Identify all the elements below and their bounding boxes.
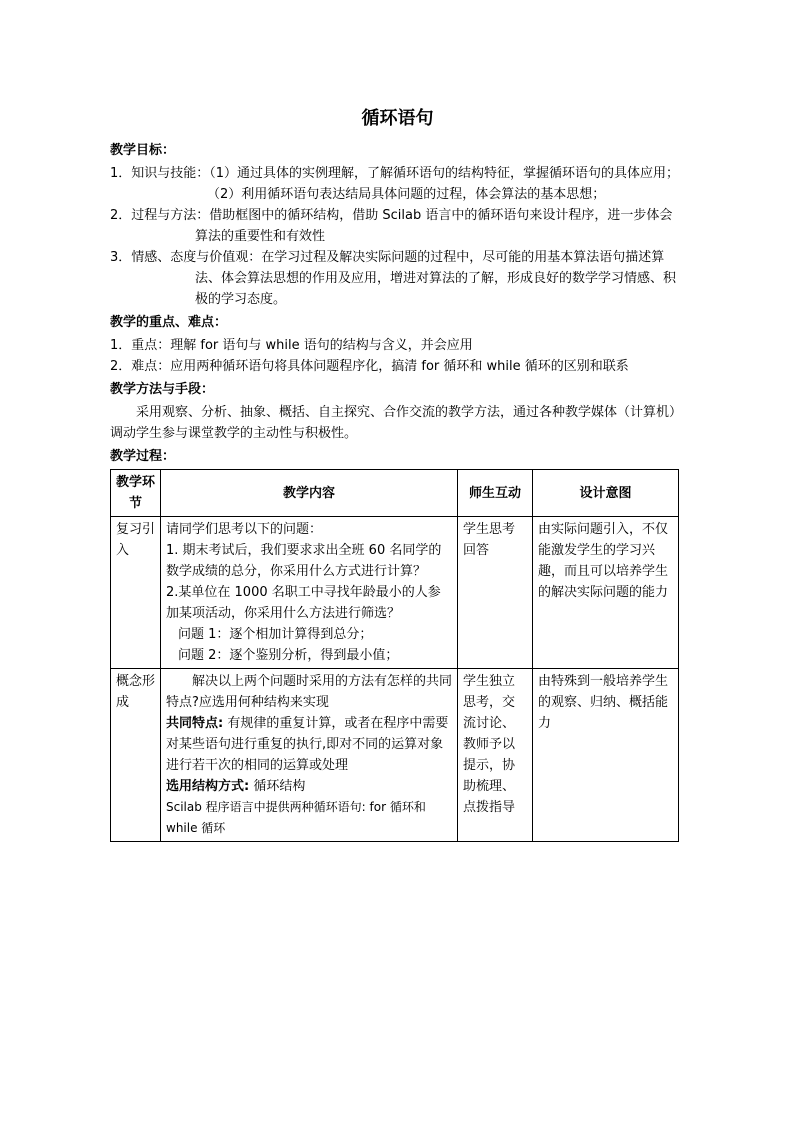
stage-cell: 概念形成 <box>111 669 161 842</box>
content-line <box>166 776 452 797</box>
struct-label: 选用结构方式: <box>166 779 250 794</box>
content-line: 解决以上两个问题时采用的方法有怎样的共同特点?应选用何种结构来实现 <box>166 674 453 710</box>
goals-heading: 教学目标： <box>110 143 176 158</box>
intent-cell: 由实际问题引入，不仅能激发学生的学习兴趣，而且可以培养学生的解决实际问题的能力 <box>533 517 679 669</box>
goal-item-2: 2．过程与方法：借助框图中的循环结构，借助 Scilab 语言中的循环语句来设计程序，进一步体会算法的重要性和有效性 <box>110 208 673 244</box>
process-table <box>110 469 679 842</box>
stage-cell: 复习引入 <box>111 517 161 669</box>
process-heading: 教学过程： <box>110 449 176 464</box>
goal-item-1b: （2）利用循环语句表达结局具体问题的过程，体会算法的基本思想； <box>207 187 606 202</box>
content-line: 问题 2：逐个鉴别分析，得到最小值； <box>178 648 399 663</box>
keypoint-item-2: 2．难点：应用两种循环语句将具体问题程序化，搞清 for 循环和 while 循环的区别和联系 <box>110 359 629 374</box>
table-row <box>111 669 679 842</box>
keypoints-heading: 教学的重点、难点： <box>110 315 228 330</box>
methods-heading: 教学方法与手段： <box>110 382 215 397</box>
column-header-stage: 教学环节 <box>111 470 161 517</box>
interaction-cell: 学生独立思考，交流讨论、教师予以提示，协助梳理、点拨指导 <box>458 669 533 842</box>
content-line <box>166 713 452 776</box>
table-header-row <box>111 470 679 517</box>
content-cell <box>161 669 458 842</box>
table-row <box>111 517 679 669</box>
goal-item-3: 3．情感、态度与价值观：在学习过程及解决实际问题的过程中，尽可能的用基本算法语句描述算法、体会算法思想的作用及应用，增进对算法的了解，形成良好的数学学习情感、积极的学习态度。 <box>110 250 677 307</box>
struct-text: 循环结构 <box>249 779 306 794</box>
content-line: 问题 1：逐个相加计算得到总分； <box>178 627 373 642</box>
content-line: 2.某单位在 1000 名职工中寻找年龄最小的人参加某项活动，你采用什么方法进行筛选？ <box>166 585 441 621</box>
content-line: 请同学们思考以下的问题： <box>166 522 323 537</box>
column-header-interaction: 师生互动 <box>458 470 533 517</box>
methods-text: 采用观察、分析、抽象、概括、自主探究、合作交流的教学方法，通过各种教学媒体（计算机）调动学生参与课堂教学的主动性与积极性。 <box>110 405 683 441</box>
common-label: 共同特点: <box>166 716 224 731</box>
intent-cell: 由特殊到一般培养学生的观察、归纳、概括能力 <box>533 669 679 842</box>
content-cell <box>161 517 458 669</box>
goal-item-1: 1．知识与技能：（1）通过具体的实例理解，了解循环语句的结构特征，掌握循环语句的具体应用； <box>110 166 680 181</box>
column-header-content: 教学内容 <box>161 470 458 517</box>
content-line: 1. 期末考试后，我们要求求出全班 60 名同学的数学成绩的总分，你采用什么方式进行计算？ <box>166 543 442 579</box>
document-title: 循环语句 <box>361 108 434 129</box>
interaction-cell: 学生思考回答 <box>458 517 533 669</box>
column-header-intent: 设计意图 <box>533 470 679 517</box>
content-line: Scilab 程序语言中提供两种循环语句: for 循环和 while 循环 <box>166 800 426 835</box>
keypoint-item-1: 1．重点：理解 for 语句与 while 语句的结构与含义，并会应用 <box>110 338 473 353</box>
common-text: 有规律的重复计算，或者在程序中需要对某些语句进行重复的执行,即对不同的运算对象进行若干次的相同的运算或处理 <box>166 716 449 773</box>
document-page <box>110 100 685 842</box>
